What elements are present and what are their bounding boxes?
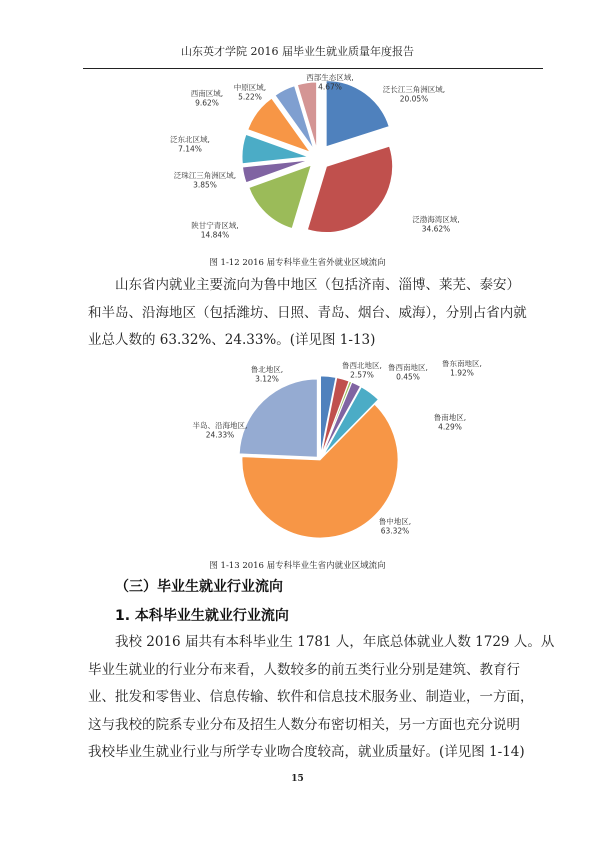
slice-value-label: 63.32%: [380, 526, 410, 536]
slice-value-label: 14.84%: [200, 230, 230, 240]
out-of-province-region-pie-chart: [0, 70, 595, 245]
slice-name-label: 半岛、沿海地区,: [192, 421, 248, 430]
paragraph-line: 业、批发和零售业、信息传输、软件和信息技术服务业、制造业，一方面，: [88, 689, 534, 705]
paragraph-line: 毕业生就业的行业分布来看，人数较多的前五类行业分别是建筑、教育行: [88, 661, 520, 678]
slice-value-label: 4.29%: [438, 422, 462, 432]
slice-value-label: 7.14%: [178, 144, 202, 154]
in-province-region-pie-chart: [0, 360, 595, 550]
slice-name-label: 泛渤海湾区域,: [412, 215, 460, 224]
slice-name-label: 泛东北区域,: [170, 135, 210, 144]
paragraph-province-employment: [88, 272, 543, 355]
slice-name-label: 陕甘宁青区域,: [191, 221, 239, 230]
slice-name-label: 鲁西南地区,: [388, 363, 428, 372]
slice-name-label: 西南区域,: [190, 89, 224, 98]
section-heading-industry: （三）毕业生就业行业流向: [115, 579, 283, 595]
slice-name-label: 泛珠江三角洲区域,: [173, 171, 237, 180]
pie-slice-泛渤海湾区域: [307, 146, 392, 232]
paragraph-line: 业总人数的 63.32%、24.33%。(详见图 1-13): [88, 332, 376, 348]
figure-caption-1-12: 图 1-12 2016 届专科毕业生省外就业区域流向: [209, 258, 386, 268]
paragraph-line: 和半岛、沿海地区（包括潍坊、日照、青岛、烟台、威海），分别占省内就: [88, 304, 527, 321]
pie-slice-半岛沿海地区: [239, 379, 317, 457]
slice-value-label: 0.45%: [396, 372, 420, 382]
slice-value-label: 9.62%: [195, 98, 219, 108]
slice-name-label: 中原区域,: [233, 83, 267, 92]
slice-name-label: 鲁北地区,: [250, 365, 284, 374]
slice-value-label: 1.92%: [450, 368, 474, 378]
page-number: 15: [291, 774, 304, 784]
slice-value-label: 2.57%: [350, 370, 374, 380]
slice-value-label: 20.05%: [399, 94, 429, 104]
paragraph-line: 我校 2016 届共有本科毕业生 1781 人，年底总体就业人数 1729 人。从: [115, 634, 555, 650]
slice-name-label: 鲁西北地区,: [342, 361, 382, 370]
slice-value-label: 5.22%: [238, 92, 262, 102]
slice-value-label: 34.62%: [421, 224, 451, 234]
figure-caption-1-13: 图 1-13 2016 届专科毕业生省内就业区域流向: [209, 561, 386, 571]
slice-name-label: 西部生态区域,: [306, 73, 354, 82]
paragraph-line: 山东省内就业主要流向为鲁中地区（包括济南、淄博、莱芜、泰安）: [115, 277, 520, 293]
slice-name-label: 泛长江三角洲区域,: [382, 85, 446, 94]
slice-value-label: 3.85%: [193, 180, 217, 190]
slice-name-label: 鲁南地区,: [433, 413, 467, 422]
slice-name-label: 鲁中地区,: [378, 517, 412, 526]
slice-value-label: 24.33%: [205, 430, 235, 440]
header-divider: [83, 68, 543, 69]
slice-name-label: 鲁东南地区,: [442, 360, 482, 368]
slice-value-label: 4.67%: [318, 82, 342, 92]
page-header-title: 山东英才学院 2016 届毕业生就业质量年度报告: [181, 45, 414, 58]
paragraph-line: 这与我校的院系专业分布及招生人数分布密切相关，另一方面也充分说明: [88, 716, 520, 733]
paragraph-industry-distribution: [88, 629, 555, 767]
paragraph-line: 我校毕业生就业行业与所学专业吻合度较高，就业质量好。(详见图 1-14): [88, 744, 525, 760]
slice-value-label: 3.12%: [255, 374, 279, 384]
subsection-heading-undergraduate: 1. 本科毕业生就业行业流向: [115, 608, 289, 624]
